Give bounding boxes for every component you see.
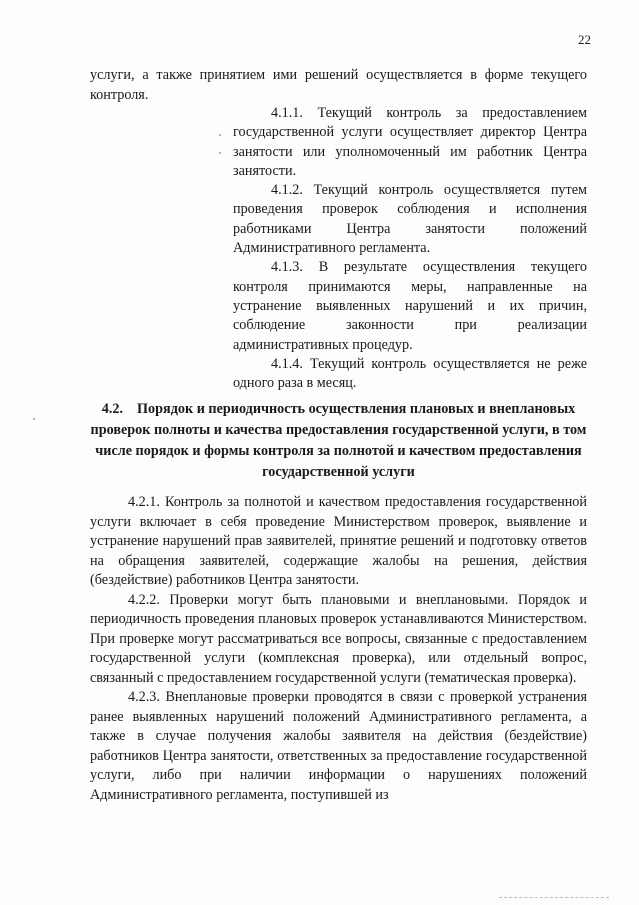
- section-4-2-number: 4.2.: [101, 401, 124, 417]
- clause-4-1-3: 4.1.3. В результате осуществления текущего контроля принимаются меры, направленные на устранение выявленных нарушений и их причин, соблюдение законности при реализации административных процедур.: [233, 259, 587, 353]
- intro-paragraph: [90, 66, 587, 105]
- section-4-2-title: Порядок и периодичность осуществления плановых и внеплановых проверок полноты и качества предоставления государственной услуги, в том числе порядок и формы контроля за полнотой и качеством предоставления государственной услуги: [90, 401, 587, 480]
- clauses-4-1: [233, 104, 587, 393]
- scan-edge-mark: [499, 897, 609, 899]
- clause-4-1-1: 4.1.1. Текущий контроль за предоставлением государственной услуги осуществляет директор Центра занятости или уполномоченный им работник Центра занятости.: [233, 105, 587, 179]
- clause-4-2-3: 4.2.3. Внеплановые проверки проводятся в связи с проверкой устранения ранее выявленных нарушений положений Административного регламента, а также в случае получения жалобы заявителя на действия (бездействие) работников Центра занятости, ответственных за предоставление государственной услуги, либо при наличии информации о нарушениях положений Административного регламента, поступившей из: [90, 689, 587, 803]
- clause-4-2-1: 4.2.1. Контроль за полнотой и качеством предоставления государственной услуги включает в себя проведение Министерством проверок, выявление и устранение нарушений прав заявителей, принятие решений и подготовку ответов на обращения заявителей, содержащие жалобы на решения, действия (бездействие) работников Центра занятости.: [90, 494, 587, 588]
- intro-text: услуги, а также принятием ими решений осуществляется в форме текущего контроля.: [90, 67, 587, 103]
- clauses-4-2: [90, 493, 587, 805]
- scan-speck: [219, 152, 221, 154]
- clause-4-2-2: 4.2.2. Проверки могут быть плановыми и внеплановыми. Порядок и периодичность проведения плановых проверок устанавливаются Министерством. При проверке могут рассматриваться все вопросы, связанные с предоставлением государственной услуги (комплексная проверка), или отдельный вопрос, связанный с предоставлением государственной услуги (тематическая проверка).: [90, 591, 587, 686]
- scan-speck: [33, 418, 35, 420]
- scan-speck: [219, 134, 221, 136]
- clause-4-1-4: 4.1.4. Текущий контроль осуществляется не реже одного раза в месяц.: [233, 355, 587, 392]
- clause-4-1-2: 4.1.2. Текущий контроль осуществляется путем проведения проверок соблюдения и исполнения работниками Центра занятости положений Административного регламента.: [233, 182, 587, 257]
- section-4-2-heading: [90, 399, 587, 483]
- page-number: 22: [578, 32, 591, 47]
